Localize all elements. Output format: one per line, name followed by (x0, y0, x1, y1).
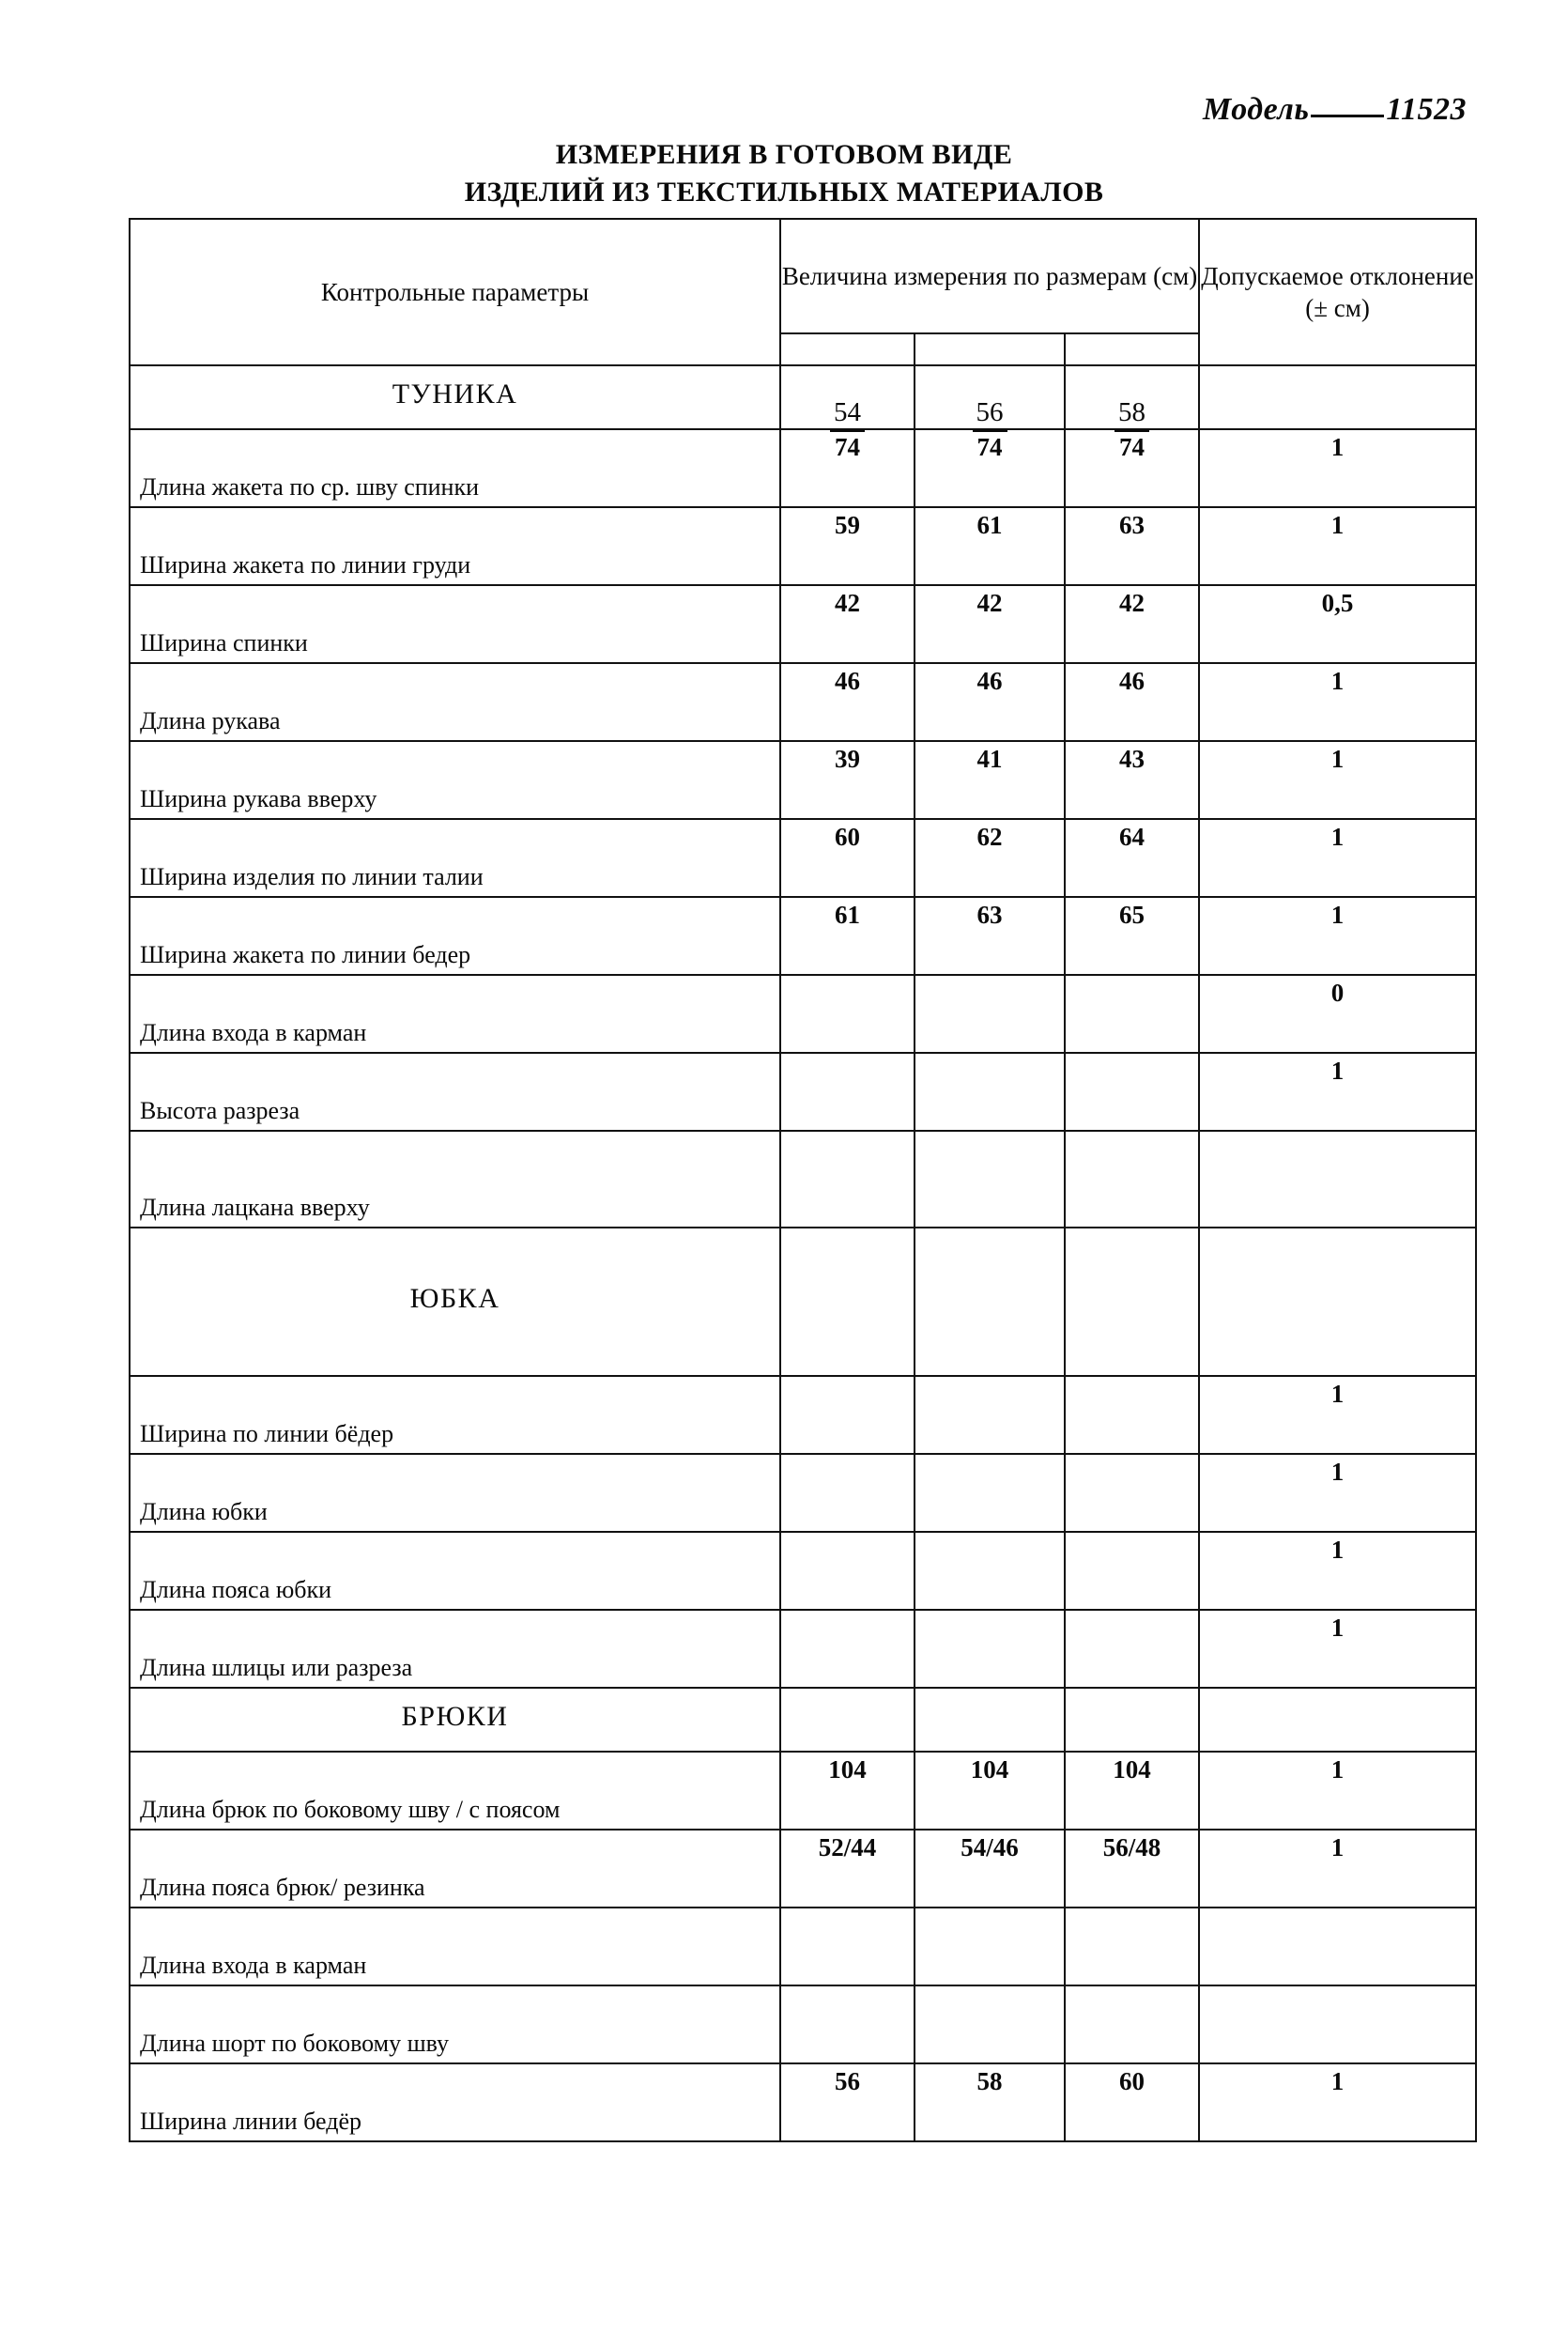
measurement-value-size-3 (1065, 1131, 1199, 1228)
measurement-value-size-2 (915, 1376, 1065, 1454)
measurement-value-size-1: 61 (780, 897, 915, 975)
measurement-value-size-1 (780, 1532, 915, 1610)
measurement-value-size-1 (780, 1131, 915, 1228)
measurements-table-wrap (129, 218, 1475, 2142)
table-row (130, 1454, 1476, 1532)
measurements-table (129, 218, 1477, 2142)
measurement-value-size-3 (1065, 1053, 1199, 1131)
size-header-1: 54 (780, 365, 915, 429)
measurement-value-size-2: 58 (915, 2063, 1065, 2141)
measurement-value-size-1: 39 (780, 741, 915, 819)
spacer-size-1 (780, 333, 915, 365)
param-label: Ширина жакета по линии груди (130, 507, 780, 585)
measurement-value-size-1 (780, 1454, 915, 1532)
table-row (130, 975, 1476, 1053)
measurement-value-size-3: 43 (1065, 741, 1199, 819)
table-row (130, 1830, 1476, 1908)
param-label: Длина жакета по ср. шву спинки (130, 429, 780, 507)
deviation-value: 1 (1199, 1454, 1476, 1532)
size-header-3: 58 (1065, 365, 1199, 429)
param-label: Высота разреза (130, 1053, 780, 1131)
title-line-1: ИЗМЕРЕНИЯ В ГОТОВОМ ВИДЕ (555, 139, 1013, 170)
section-blank-size-3 (1065, 1688, 1199, 1752)
section-blank-deviation (1199, 1688, 1476, 1752)
measurement-value-size-2: 42 (915, 585, 1065, 663)
param-label: Ширина изделия по линии талии (130, 819, 780, 897)
measurement-value-size-2: 74 (915, 429, 1065, 507)
measurement-value-size-3 (1065, 1610, 1199, 1688)
measurement-value-size-2 (915, 1454, 1065, 1532)
measurement-value-size-2: 62 (915, 819, 1065, 897)
table-row (130, 1376, 1476, 1454)
table-row (130, 429, 1476, 507)
param-label: Длина пояса юбки (130, 1532, 780, 1610)
measurement-value-size-3 (1065, 1985, 1199, 2063)
measurement-value-size-3 (1065, 1376, 1199, 1454)
model-line (1203, 92, 1467, 128)
table-row (130, 741, 1476, 819)
table-row (130, 1532, 1476, 1610)
deviation-value: 1 (1199, 1532, 1476, 1610)
measurement-value-size-1: 56 (780, 2063, 915, 2141)
page-title (0, 136, 1568, 211)
param-label: Длина юбки (130, 1454, 780, 1532)
measurement-value-size-2 (915, 1131, 1065, 1228)
measurement-value-size-3: 65 (1065, 897, 1199, 975)
spacer-size-2 (915, 333, 1065, 365)
section-title-trousers: БРЮКИ (130, 1688, 780, 1752)
measurement-value-size-1: 52/44 (780, 1830, 915, 1908)
model-label: Модель (1202, 92, 1310, 127)
param-label: Длина пояса брюк/ резинка (130, 1830, 780, 1908)
column-header-deviation: Допускаемое отклонение (± см) (1199, 219, 1476, 365)
measurement-value-size-3 (1065, 975, 1199, 1053)
deviation-value: 1 (1199, 2063, 1476, 2141)
size-header-2: 56 (915, 365, 1065, 429)
table-row (130, 1053, 1476, 1131)
param-label: Длина брюк по боковому шву / с поясом (130, 1752, 780, 1830)
measurement-value-size-1: 42 (780, 585, 915, 663)
measurement-value-size-1 (780, 1610, 915, 1688)
table-row (130, 663, 1476, 741)
section-blank-size-2 (915, 1228, 1065, 1376)
measurement-value-size-3: 63 (1065, 507, 1199, 585)
param-label: Длина входа в карман (130, 975, 780, 1053)
param-label: Длина входа в карман (130, 1908, 780, 1985)
deviation-value: 1 (1199, 507, 1476, 585)
measurement-value-size-2: 63 (915, 897, 1065, 975)
table-row (130, 507, 1476, 585)
param-label: Длина лацкана вверху (130, 1131, 780, 1228)
model-underline (1311, 115, 1384, 117)
measurement-value-size-2: 41 (915, 741, 1065, 819)
measurement-value-size-3 (1065, 1454, 1199, 1532)
table-row (130, 819, 1476, 897)
column-header-sizes: Величина измерения по размерам (см) (780, 219, 1199, 333)
model-number: 11523 (1386, 92, 1467, 127)
param-label: Ширина жакета по линии бедер (130, 897, 780, 975)
section-blank-deviation (1199, 365, 1476, 429)
deviation-value: 1 (1199, 1830, 1476, 1908)
section-row-skirt (130, 1228, 1476, 1376)
measurement-value-size-3: 60 (1065, 2063, 1199, 2141)
measurement-value-size-3: 64 (1065, 819, 1199, 897)
column-header-param: Контрольные параметры (130, 219, 780, 365)
measurement-value-size-3 (1065, 1532, 1199, 1610)
measurement-value-size-1 (780, 975, 915, 1053)
table-row (130, 585, 1476, 663)
measurement-value-size-1: 59 (780, 507, 915, 585)
deviation-value: 1 (1199, 1053, 1476, 1131)
param-label: Длина рукава (130, 663, 780, 741)
deviation-value: 1 (1199, 1610, 1476, 1688)
deviation-value (1199, 1985, 1476, 2063)
param-label: Ширина спинки (130, 585, 780, 663)
deviation-value: 1 (1199, 663, 1476, 741)
table-row (130, 1985, 1476, 2063)
measurement-value-size-1: 74 (780, 429, 915, 507)
param-label: Ширина рукава вверху (130, 741, 780, 819)
param-label: Ширина линии бедёр (130, 2063, 780, 2141)
deviation-value: 1 (1199, 1752, 1476, 1830)
table-row (130, 1131, 1476, 1228)
measurement-value-size-2 (915, 975, 1065, 1053)
section-title-skirt: ЮБКА (130, 1228, 780, 1376)
measurement-value-size-1: 46 (780, 663, 915, 741)
deviation-value: 0 (1199, 975, 1476, 1053)
measurement-value-size-2: 54/46 (915, 1830, 1065, 1908)
deviation-value: 1 (1199, 1376, 1476, 1454)
measurement-value-size-3 (1065, 1908, 1199, 1985)
deviation-value: 1 (1199, 819, 1476, 897)
measurement-value-size-2 (915, 1985, 1065, 2063)
table-row (130, 1610, 1476, 1688)
deviation-value: 1 (1199, 429, 1476, 507)
section-blank-size-1 (780, 1228, 915, 1376)
deviation-value (1199, 1908, 1476, 1985)
param-label: Ширина по линии бёдер (130, 1376, 780, 1454)
measurement-value-size-1 (780, 1053, 915, 1131)
measurement-value-size-2 (915, 1532, 1065, 1610)
section-row-tunic (130, 365, 1476, 429)
param-label: Длина шорт по боковому шву (130, 1985, 780, 2063)
table-body (130, 219, 1476, 2141)
spacer-size-3 (1065, 333, 1199, 365)
section-title-tunic: ТУНИКА (130, 365, 780, 429)
measurement-value-size-2: 61 (915, 507, 1065, 585)
measurement-value-size-1 (780, 1908, 915, 1985)
measurement-value-size-1 (780, 1985, 915, 2063)
deviation-value: 1 (1199, 897, 1476, 975)
table-row (130, 897, 1476, 975)
table-row (130, 1752, 1476, 1830)
measurement-value-size-2 (915, 1610, 1065, 1688)
section-row-trousers (130, 1688, 1476, 1752)
measurement-value-size-3: 42 (1065, 585, 1199, 663)
title-line-2: ИЗДЕЛИЙ ИЗ ТЕКСТИЛЬНЫХ МАТЕРИАЛОВ (464, 177, 1104, 208)
deviation-value: 0,5 (1199, 585, 1476, 663)
measurement-value-size-3: 56/48 (1065, 1830, 1199, 1908)
table-header-row (130, 219, 1476, 333)
section-blank-size-1 (780, 1688, 915, 1752)
measurement-value-size-3: 46 (1065, 663, 1199, 741)
deviation-value (1199, 1131, 1476, 1228)
section-blank-size-3 (1065, 1228, 1199, 1376)
section-blank-size-2 (915, 1688, 1065, 1752)
measurement-value-size-2: 46 (915, 663, 1065, 741)
measurement-value-size-2: 104 (915, 1752, 1065, 1830)
section-blank-deviation (1199, 1228, 1476, 1376)
measurement-value-size-1: 104 (780, 1752, 915, 1830)
measurement-value-size-1 (780, 1376, 915, 1454)
table-row (130, 2063, 1476, 2141)
table-row (130, 1908, 1476, 1985)
deviation-value: 1 (1199, 741, 1476, 819)
measurement-value-size-2 (915, 1053, 1065, 1131)
measurement-value-size-1: 60 (780, 819, 915, 897)
param-label: Длина шлицы или разреза (130, 1610, 780, 1688)
measurement-value-size-3: 74 (1065, 429, 1199, 507)
measurement-value-size-3: 104 (1065, 1752, 1199, 1830)
measurement-value-size-2 (915, 1908, 1065, 1985)
